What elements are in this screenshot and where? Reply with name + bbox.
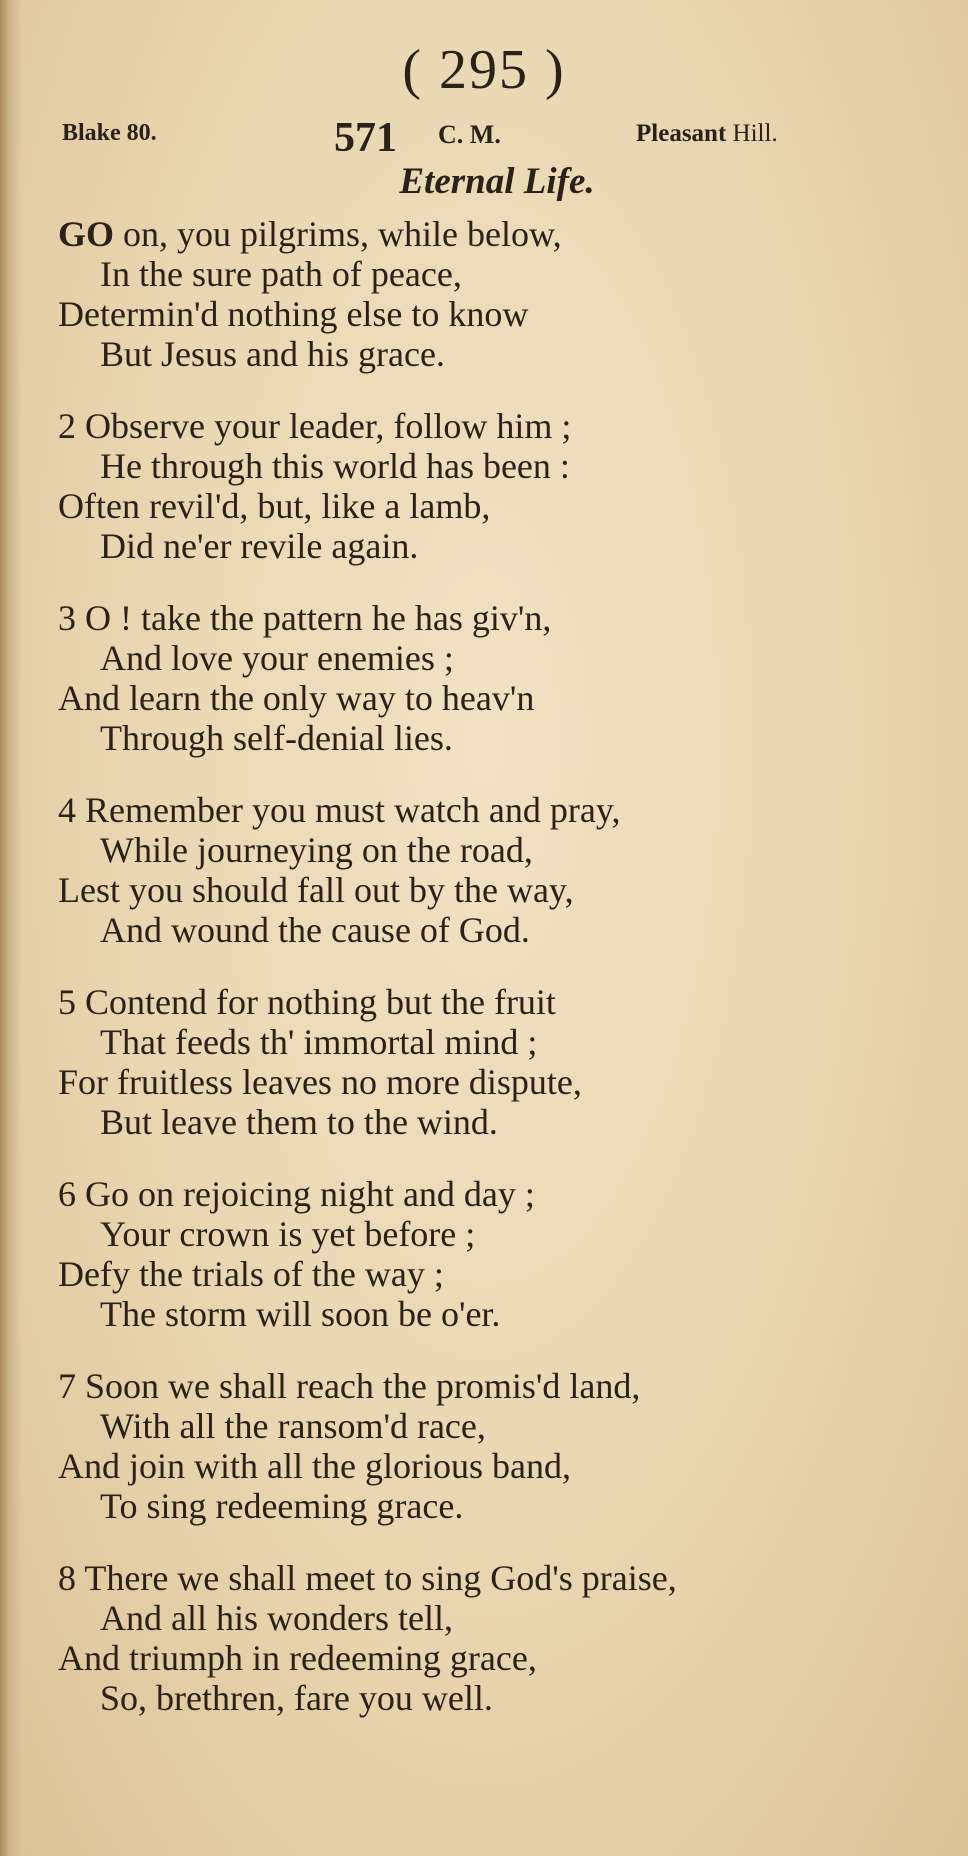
stanza-line	[58, 214, 958, 254]
stanza-2	[58, 406, 958, 566]
stanza-line: Did ne'er revile again.	[100, 526, 419, 566]
line-text: Contend for nothing but the fruit	[85, 982, 556, 1022]
stanza-line: With all the ransom'd race,	[100, 1406, 486, 1446]
stanza-3	[58, 598, 958, 758]
tune-name-right	[636, 120, 778, 148]
stanza-1	[58, 214, 958, 374]
page-edge-shadow	[0, 0, 22, 1856]
first-word: GO	[58, 214, 115, 254]
stanza-line: And join with all the glorious band,	[58, 1446, 571, 1486]
hymn-meter: C. M.	[438, 120, 501, 149]
hymn-header	[0, 112, 968, 162]
stanza-line: The storm will soon be o'er.	[100, 1294, 501, 1334]
stanza-line: For fruitless leaves no more dispute,	[58, 1062, 582, 1102]
stanza-number: 2	[58, 406, 76, 446]
stanza-line: He through this world has been :	[100, 446, 570, 486]
stanza-number: 7	[58, 1366, 76, 1406]
line-text: Go on rejoicing night and day ;	[85, 1174, 535, 1214]
stanza-5	[58, 982, 958, 1142]
stanza-4	[58, 790, 958, 950]
stanza-line	[58, 790, 958, 830]
stanza-line: And wound the cause of God.	[100, 910, 530, 950]
stanza-line: Often revil'd, but, like a lamb,	[58, 486, 491, 526]
line-text: Observe your leader, follow him ;	[85, 406, 572, 446]
tune-name-right-second: Hill.	[732, 120, 778, 147]
hymn-number: 571	[334, 115, 397, 161]
stanza-list	[58, 214, 958, 1750]
stanza-line: But leave them to the wind.	[100, 1102, 498, 1142]
stanza-line: Through self-denial lies.	[100, 718, 453, 758]
stanza-8	[58, 1558, 958, 1718]
tune-name-right-first: Pleasant	[636, 120, 727, 147]
line-text: O ! take the pattern he has giv'n,	[85, 598, 552, 638]
stanza-7	[58, 1366, 958, 1526]
stanza-number: 5	[58, 982, 76, 1022]
stanza-line: Your crown is yet before ;	[100, 1214, 476, 1254]
hymn-title: Eternal Life.	[399, 161, 595, 202]
stanza-line	[58, 598, 958, 638]
page-number: ( 295 )	[402, 39, 566, 101]
stanza-line: But Jesus and his grace.	[100, 334, 445, 374]
stanza-line	[58, 1174, 958, 1214]
stanza-line: And triumph in redeeming grace,	[58, 1638, 537, 1678]
stanza-line	[58, 406, 958, 446]
line-text: on, you pilgrims, while below,	[114, 214, 562, 254]
stanza-number: 3	[58, 598, 76, 638]
stanza-line: So, brethren, fare you well.	[100, 1678, 493, 1718]
stanza-line: That feeds th' immortal mind ;	[100, 1022, 538, 1062]
stanza-line: Determin'd nothing else to know	[58, 294, 529, 334]
stanza-line: And love your enemies ;	[100, 638, 454, 678]
stanza-6	[58, 1174, 958, 1334]
stanza-number: 6	[58, 1174, 76, 1214]
line-text: Remember you must watch and pray,	[85, 790, 621, 830]
stanza-line	[58, 1558, 958, 1598]
stanza-line: To sing redeeming grace.	[100, 1486, 464, 1526]
stanza-number: 8	[58, 1558, 76, 1598]
stanza-line: Lest you should fall out by the way,	[58, 870, 574, 910]
stanza-line	[58, 982, 958, 1022]
stanza-line: Defy the trials of the way ;	[58, 1254, 444, 1294]
tune-name-left: Blake 80.	[62, 120, 157, 146]
stanza-line: And learn the only way to heav'n	[58, 678, 535, 718]
stanza-line: And all his wonders tell,	[100, 1598, 453, 1638]
stanza-number: 4	[58, 790, 76, 830]
line-text: Soon we shall reach the promis'd land,	[85, 1366, 641, 1406]
stanza-line: In the sure path of peace,	[100, 254, 462, 294]
stanza-line: While journeying on the road,	[100, 830, 533, 870]
stanza-line	[58, 1366, 958, 1406]
line-text: There we shall meet to sing God's praise,	[84, 1558, 677, 1598]
